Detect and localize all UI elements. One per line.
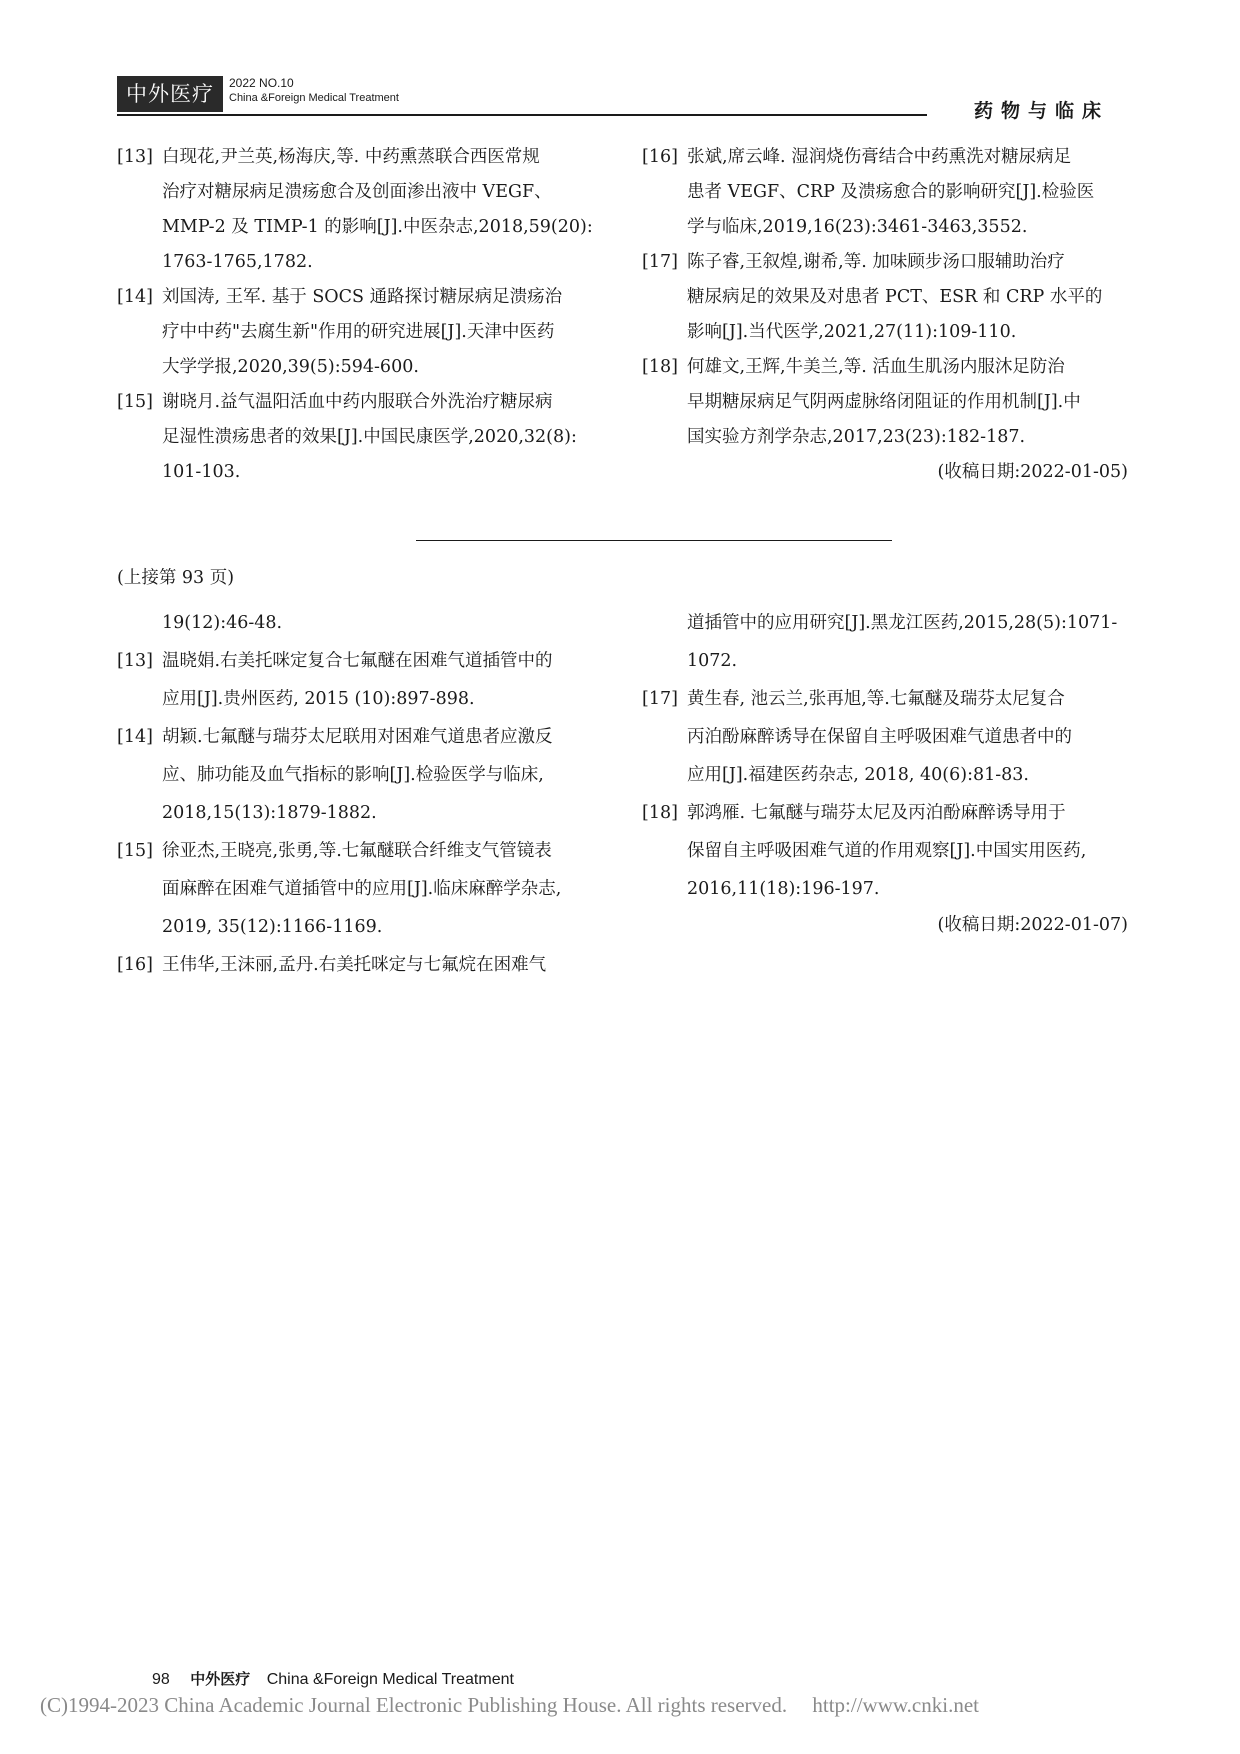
- journal-logo: 中外医疗: [117, 76, 223, 112]
- reference-line: 大学学报,2020,39(5):594-600.: [162, 357, 419, 377]
- reference-item: [642, 680, 1128, 794]
- reference-line: 影响[J].当代医学,2021,27(11):109-110.: [687, 322, 1017, 342]
- issue-info: [229, 76, 399, 106]
- reference-line: 胡颖.七氟醚与瑞芬太尼联用对困难气道患者应激反: [162, 727, 553, 747]
- reference-number: [13]: [117, 651, 153, 671]
- reference-number: [14]: [117, 287, 153, 307]
- reference-line: 刘国涛, 王军. 基于 SOCS 通路探讨糖尿病足溃疡治: [162, 287, 563, 307]
- reference-item: [117, 280, 604, 385]
- reference-line: 19(12):46-48.: [162, 613, 283, 633]
- reference-line: 学与临床,2019,16(23):3461-3463,3552.: [687, 217, 1028, 237]
- reference-item: [642, 140, 1128, 245]
- reference-line: 郭鸿雁. 七氟醚与瑞芬太尼及丙泊酚麻醉诱导用于: [687, 803, 1066, 823]
- reference-number: [13]: [117, 147, 153, 167]
- reference-item: [117, 718, 604, 832]
- reference-line: 白现花,尹兰英,杨海庆,等. 中药熏蒸联合西医常规: [162, 147, 540, 167]
- footer-journal-en: China &Foreign Medical Treatment: [266, 1671, 514, 1688]
- reference-number: [14]: [117, 727, 153, 747]
- reference-item: [117, 642, 604, 718]
- reference-line: 道插管中的应用研究[J].黑龙江医药,2015,28(5):1071-: [687, 613, 1118, 633]
- references-bottom-right: [642, 604, 1128, 943]
- reference-item: [117, 140, 604, 280]
- reference-number: [17]: [642, 689, 678, 709]
- section-title: 药物与临床: [973, 100, 1109, 122]
- received-date: (收稿日期:2022-01-07): [937, 915, 1128, 935]
- reference-number: [15]: [117, 841, 153, 861]
- references-top-right: [642, 140, 1128, 490]
- reference-line: 温晓娟.右美托咪定复合七氟醚在困难气道插管中的: [162, 651, 553, 671]
- reference-line: 黄生春, 池云兰,张再旭,等.七氟醚及瑞芬太尼复合: [687, 689, 1065, 709]
- copyright-notice: [40, 1693, 979, 1718]
- page-header: [117, 76, 1123, 124]
- continued-from-label: (上接第 93 页): [117, 568, 235, 588]
- reference-number: [16]: [117, 955, 153, 975]
- reference-continuation: [642, 604, 1128, 680]
- reference-list: [117, 642, 604, 984]
- reference-line: 王伟华,王沫丽,孟丹.右美托咪定与七氟烷在困难气: [162, 955, 547, 975]
- reference-line: 徐亚杰,王晓亮,张勇,等.七氟醚联合纤维支气管镜表: [162, 841, 552, 861]
- reference-item: [117, 946, 604, 984]
- references-bottom-left: [117, 604, 604, 984]
- page-number: 98: [152, 1671, 170, 1688]
- article-divider: [416, 540, 892, 541]
- reference-number: [17]: [642, 252, 678, 272]
- reference-line: 糖尿病足的效果及对患者 PCT、ESR 和 CRP 水平的: [687, 287, 1103, 307]
- reference-line: 足湿性溃疡患者的效果[J].中国民康医学,2020,32(8):: [162, 427, 577, 447]
- reference-line: 应用[J].贵州医药, 2015 (10):897-898.: [162, 689, 475, 709]
- reference-item: [642, 350, 1128, 455]
- reference-item: [642, 245, 1128, 350]
- reference-list: [642, 680, 1128, 908]
- reference-line: 张斌,席云峰. 湿润烧伤膏结合中药熏洗对糖尿病足: [687, 147, 1072, 167]
- reference-line: 2019, 35(12):1166-1169.: [162, 917, 383, 937]
- issue-number: 2022 NO.10: [229, 76, 294, 90]
- reference-line: MMP-2 及 TIMP-1 的影响[J].中医杂志,2018,59(20):: [162, 217, 593, 237]
- copyright-link[interactable]: http://www.cnki.net: [812, 1693, 979, 1717]
- reference-continuation: [117, 604, 604, 642]
- reference-line: 谢晓月.益气温阳活血中药内服联合外洗治疗糖尿病: [162, 392, 553, 412]
- reference-line: 何雄文,王辉,牛美兰,等. 活血生肌汤内服沐足防治: [687, 357, 1065, 377]
- reference-line: 早期糖尿病足气阴两虚脉络闭阻证的作用机制[J].中: [687, 392, 1081, 412]
- reference-line: 2018,15(13):1879-1882.: [162, 803, 377, 823]
- reference-line: 保留自主呼吸困难气道的作用观察[J].中国实用医药,: [687, 841, 1087, 861]
- reference-line: 101-103.: [162, 462, 241, 482]
- reference-item: [642, 794, 1128, 908]
- reference-line: 2016,11(18):196-197.: [687, 879, 880, 899]
- reference-line: 应用[J].福建医药杂志, 2018, 40(6):81-83.: [687, 765, 1029, 785]
- page-footer: [152, 1668, 514, 1689]
- reference-number: [16]: [642, 147, 678, 167]
- reference-list: [642, 140, 1128, 455]
- reference-line: 国实验方剂学杂志,2017,23(23):182-187.: [687, 427, 1026, 447]
- journal-name-en: China &Foreign Medical Treatment: [229, 92, 399, 104]
- received-date: (收稿日期:2022-01-05): [937, 462, 1128, 482]
- reference-line: 治疗对糖尿病足溃疡愈合及创面渗出液中 VEGF、: [162, 182, 552, 202]
- reference-number: [18]: [642, 357, 678, 377]
- reference-line: 疗中中药"去腐生新"作用的研究进展[J].天津中医药: [162, 322, 555, 342]
- reference-line: 面麻醉在困难气道插管中的应用[J].临床麻醉学杂志,: [162, 879, 562, 899]
- reference-item: [117, 832, 604, 946]
- references-top-left: [117, 140, 604, 490]
- reference-line: 患者 VEGF、CRP 及溃疡愈合的影响研究[J].检验医: [687, 182, 1095, 202]
- reference-line: 丙泊酚麻醉诱导在保留自主呼吸困难气道患者中的: [687, 727, 1072, 747]
- reference-line: 1072.: [687, 651, 738, 671]
- reference-line: 陈子睿,王叙煌,谢希,等. 加味顾步汤口服辅助治疗: [687, 252, 1065, 272]
- reference-line: 1763-1765,1782.: [162, 252, 313, 272]
- reference-item: [117, 385, 604, 490]
- reference-number: [15]: [117, 392, 153, 412]
- copyright-text: (C)1994-2023 China Academic Journal Electronic Publishing House. All rights reserved.: [40, 1693, 788, 1717]
- reference-line: 应、肺功能及血气指标的影响[J].检验医学与临床,: [162, 765, 544, 785]
- reference-number: [18]: [642, 803, 678, 823]
- footer-journal-cn: 中外医疗: [190, 1670, 251, 1688]
- header-rule: [117, 114, 927, 116]
